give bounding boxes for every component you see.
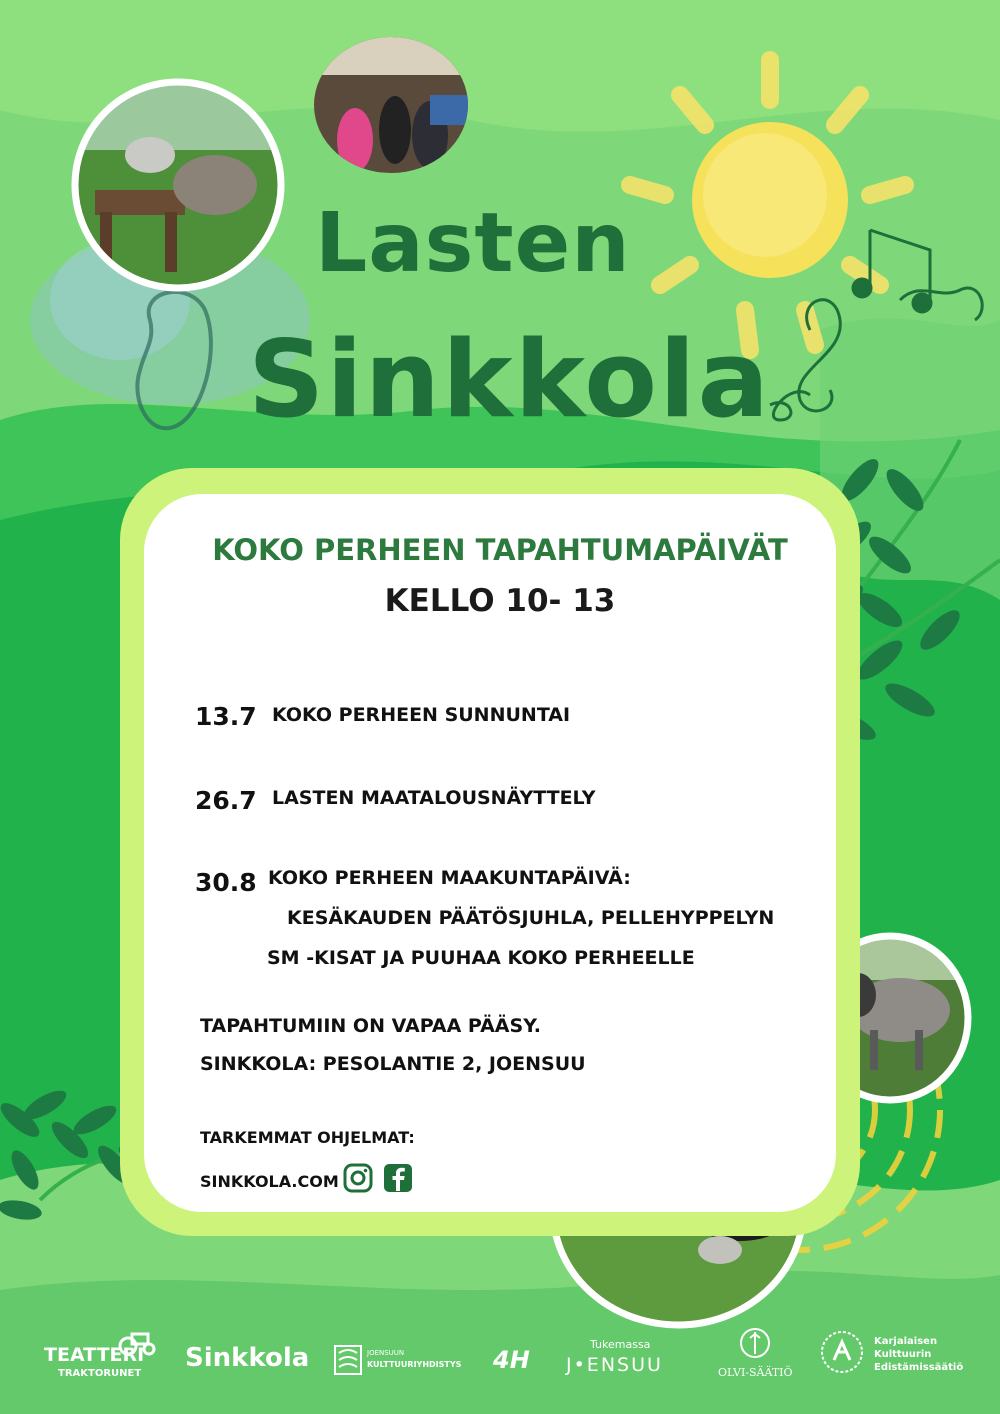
teatteri-logo-subtext: TRAKTORUNET (58, 1368, 142, 1379)
karjalaisen-logo-text: Kulttuurin (874, 1349, 932, 1360)
4h-logo: 4H (493, 1346, 530, 1374)
title-line-1: Lasten (315, 196, 631, 291)
event-date: 13.7 (195, 702, 257, 731)
tractor-icon (118, 1328, 158, 1356)
website-link[interactable]: SINKKOLA.COM (200, 1172, 339, 1191)
karjalaisen-logo-text: Edistämissäätiö (874, 1362, 964, 1373)
joensuun-logo-subtext: KULTTUURIYHDISTYS (367, 1360, 462, 1369)
sinkkola-logo: Sinkkola (185, 1343, 310, 1373)
karjalaisen-logo-icon (820, 1330, 864, 1374)
event-title: KOKO PERHEEN SUNNUNTAI (272, 704, 571, 726)
event-description-line: SM -KISAT JA PUUHAA KOKO PERHEELLE (267, 947, 695, 969)
event-title: LASTEN MAATALOUSNÄYTTELY (272, 787, 596, 809)
teatteri-logo-text: TEATTERI (44, 1344, 145, 1366)
event-title: KOKO PERHEEN MAAKUNTAPÄIVÄ: (268, 867, 631, 889)
event-description-line: KESÄKAUDEN PÄÄTÖSJUHLA, PELLEHYPPELYN (287, 907, 775, 929)
event-date: 26.7 (195, 786, 257, 815)
joensuun-logo-text: JOENSUUN (367, 1349, 405, 1357)
free-entry-text: TAPAHTUMIIN ON VAPAA PÄÄSY. (200, 1015, 542, 1037)
instagram-icon[interactable] (343, 1163, 373, 1193)
joensuun-logo-icon (334, 1345, 362, 1375)
card-heading: KOKO PERHEEN TAPAHTUMAPÄIVÄT (212, 533, 788, 567)
title-line-2: Sinkkola (248, 318, 771, 441)
joensuu-logo-caption: Tukemassa (590, 1338, 651, 1351)
more-info-label: TARKEMMAT OHJELMAT: (200, 1128, 415, 1147)
event-date: 30.8 (195, 868, 257, 897)
address-text: SINKKOLA: PESOLANTIE 2, JOENSUU (200, 1053, 586, 1075)
card-time: KELLO 10- 13 (384, 583, 616, 619)
joensuu-logo: J•ENSUU (566, 1354, 663, 1376)
olvi-logo-icon (740, 1326, 770, 1362)
olvi-logo-text: OLVI-SÄÄTIÖ (718, 1366, 793, 1379)
facebook-icon[interactable] (383, 1163, 413, 1193)
karjalaisen-logo-text: Karjalaisen (874, 1336, 938, 1347)
